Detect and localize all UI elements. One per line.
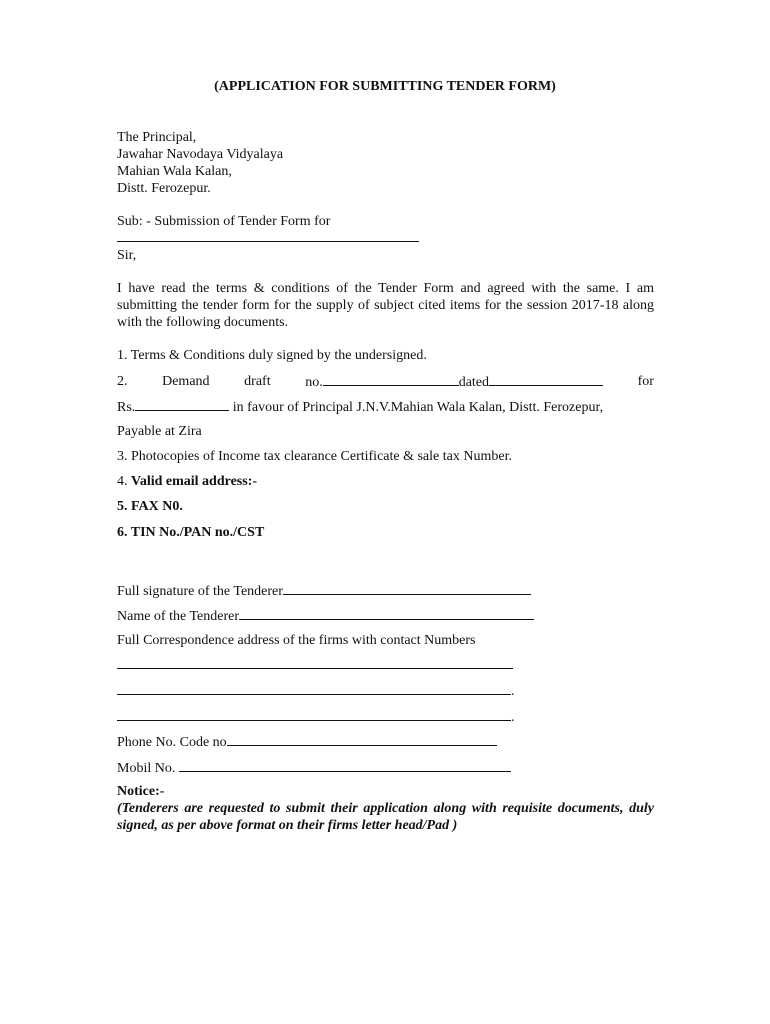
salutation: Sir, (117, 248, 137, 263)
mobile-field[interactable] (179, 759, 511, 772)
tenderer-name-field[interactable] (239, 607, 534, 620)
phone-label: Phone No. Code no (117, 735, 227, 750)
address-row-2 (117, 682, 515, 700)
list-item-2-row (117, 373, 654, 391)
list-item-2-amount-row (117, 398, 603, 416)
address-field-3[interactable] (117, 708, 511, 721)
mobile-label: Mobil No. (117, 761, 176, 776)
list-item-3: 3. Photocopies of Income tax clearance Certificate & sale tax Number. (117, 449, 512, 464)
address-line-1: The Principal, (117, 130, 197, 145)
list-item-6: 6. TIN No./PAN no./CST (117, 525, 265, 540)
item-2-demand: Demand (162, 374, 210, 389)
body-paragraph: I have read the terms & conditions of the Tender Form and agreed with the same. I am submitting the tender form for the supply of subject cited items for the session 2017-18 along with the following documents. (117, 281, 654, 330)
phone-row (117, 733, 497, 751)
item-2-dd-number (305, 373, 603, 391)
dd-date-field[interactable] (489, 373, 603, 386)
dd-amount-field[interactable] (135, 398, 229, 411)
address-line-4: Distt. Ferozepur. (117, 181, 211, 196)
notice-text: (Tenderers are requested to submit their application along with requisite documents, duly signed, as per above format on their firms letter head/Pad ) (117, 801, 654, 833)
signature-field[interactable] (283, 582, 531, 595)
name-label: Name of the Tenderer (117, 609, 239, 624)
address-line-2: Jawahar Navodaya Vidyalaya (117, 147, 284, 162)
address-field-2[interactable] (117, 682, 511, 695)
list-item-5: 5. FAX N0. (117, 499, 183, 514)
page-title: (APPLICATION FOR SUBMITTING TENDER FORM) (214, 79, 556, 94)
notice-heading: Notice:- (117, 784, 165, 799)
name-row (117, 607, 534, 625)
item-2-for: for (637, 374, 654, 389)
list-item-1: 1. Terms & Conditions duly signed by the undersigned. (117, 348, 427, 363)
subject-blank-field[interactable] (117, 241, 419, 242)
favour-text: in favour of Principal J.N.V.Mahian Wala Kalan, Distt. Ferozepur, (232, 400, 604, 415)
list-item-4 (117, 473, 257, 490)
address-dot-2: . (511, 684, 515, 699)
dd-number-field[interactable] (323, 373, 459, 386)
item-4-number: 4. (117, 474, 128, 489)
address-line-3: Mahian Wala Kalan, (117, 164, 232, 179)
phone-field[interactable] (227, 733, 497, 746)
address-label: Full Correspondence address of the firms with contact Numbers (117, 633, 476, 648)
item-2-number: 2. (117, 374, 128, 389)
address-row-3 (117, 708, 515, 726)
signature-row (117, 582, 531, 600)
item-2-dated-label: dated (458, 375, 490, 390)
signature-label: Full signature of the Tenderer (117, 584, 283, 599)
rs-label: Rs. (117, 400, 136, 415)
subject-line: Sub: - Submission of Tender Form for (117, 214, 331, 229)
email-label: Valid email address:- (131, 474, 258, 489)
item-2-draft: draft (244, 374, 271, 389)
address-dot-3: . (511, 710, 515, 725)
item-2-no-label: no. (305, 375, 323, 390)
payable-text: Payable at Zira (117, 424, 202, 439)
mobile-row (117, 759, 511, 777)
address-field-1[interactable] (117, 668, 513, 669)
